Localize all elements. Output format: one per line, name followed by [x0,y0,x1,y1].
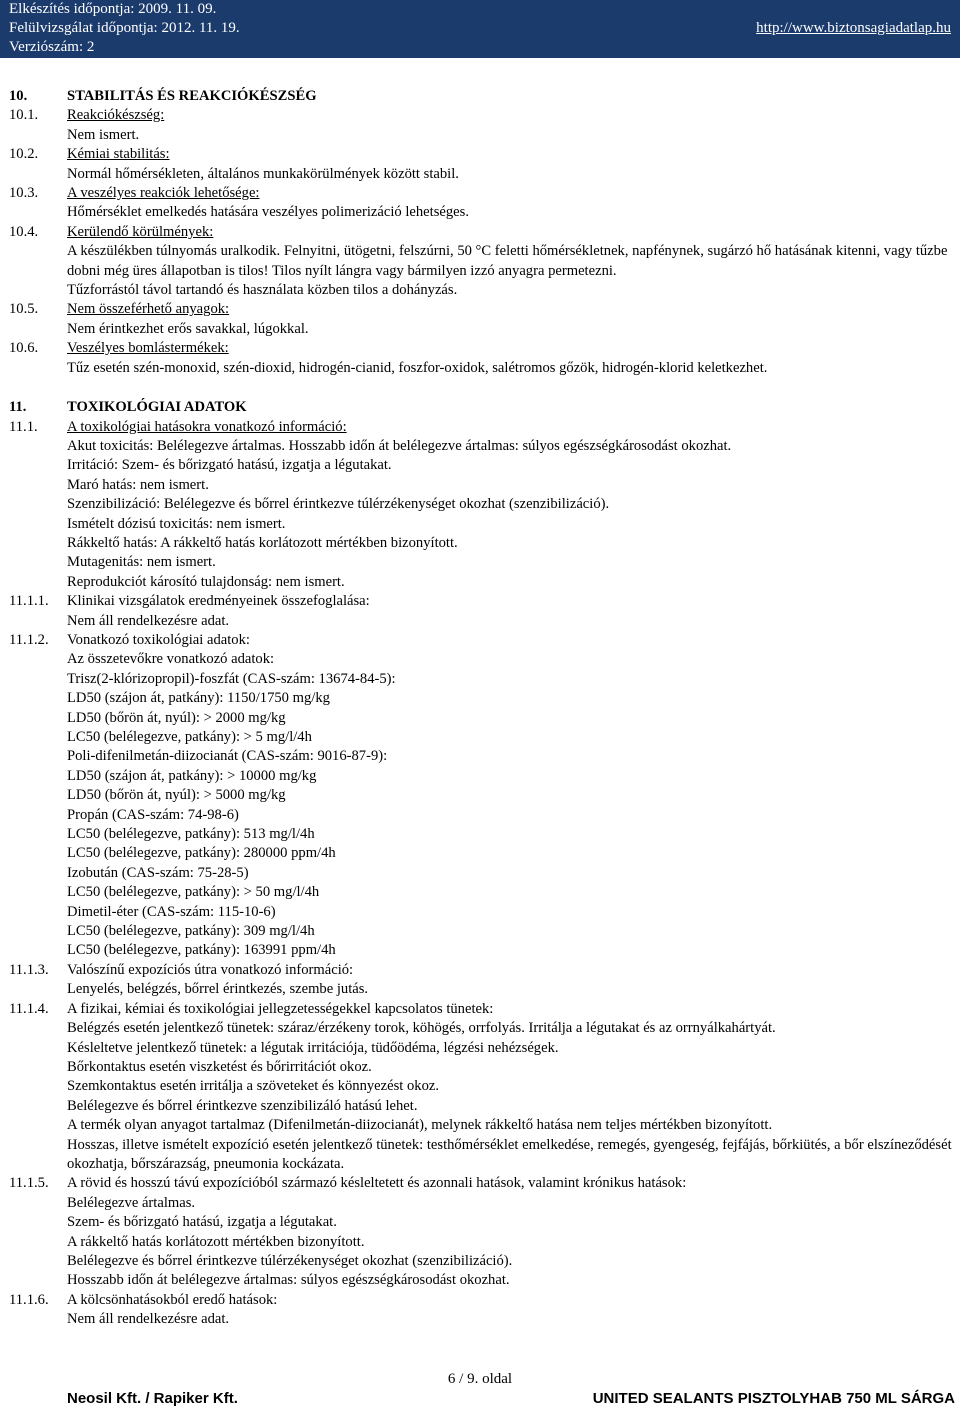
text-line: LD50 (szájon át, patkány): 1150/1750 mg/kg [67,690,330,707]
text-line: A kölcsönhatásokból eredő hatások: [67,1291,278,1308]
section-11-heading [9,398,959,417]
subsection-11-1-2 [9,631,959,961]
subsection-text: Normál hőmérsékleten, általános munkakörülmények között stabil. [67,165,459,182]
text-line: Lenyelés, belégzés, bőrrel érintkezés, szembe jutás. [67,981,369,998]
subsection-11-1-5 [9,1174,959,1290]
text-line: Szenzibilizáció: Belélegezve és bőrrel érintkezve túlérzékenységet okozhat (szenzibilizáció). [67,496,610,513]
subsection-number: 11.1.3. [9,961,49,978]
text-line: Mutagenitás: nem ismert. [67,554,216,571]
text-line: Szemkontaktus esetén irritálja a szöveteket és könnyezést okoz. [67,1078,440,1095]
text-line: Ismételt dózisú toxicitás: nem ismert. [67,515,286,532]
subsection-10-4 [9,223,959,301]
subsection-11-1 [9,418,959,593]
section-title: TOXIKOLÓGIAI ADATOK [67,399,247,416]
subsection-number: 10.5. [9,301,39,318]
subsection-text: Tűzforrástól távol tartandó és használata közben tilos a dohányzás. [67,282,458,299]
text-line: LC50 (belélegezve, patkány): > 5 mg/l/4h [67,729,312,745]
text-line: Irritáció: Szem- és bőrizgató hatású, izgatja a légutakat. [67,457,392,474]
text-line: Nem áll rendelkezésre adat. [67,612,230,629]
subsection-number: 11.1. [9,418,38,435]
text-line: LC50 (belélegezve, patkány): 309 mg/l/4h [67,923,315,940]
subsection-10-1 [9,106,959,145]
text-line: Késleltetve jelentkező tünetek: a légutak irritációja, tüdőödéma, légzési nehézségek. [67,1039,559,1056]
text-line: Belélegezve és bőrrel érintkezve túlérzékenységet okozhat (szenzibilizáció). [67,1252,513,1269]
subsection-number: 11.1.1. [9,593,49,610]
subsection-text: Hőmérséklet emelkedés hatására veszélyes polimerizáció lehetséges. [67,204,469,221]
text-line: Valószínű expozíciós útra vonatkozó információ: [67,961,354,978]
text-line: LC50 (belélegezve, patkány): 513 mg/l/4h [67,826,315,843]
subsection-11-1-4 [9,1000,959,1175]
version-number: Verziószám: 2 [9,39,95,55]
section-number: 10. [9,88,28,104]
subsection-heading: Kerülendő körülmények: [67,223,214,240]
text-line: Belélegezve és bőrrel érintkezve szenzibilizáló hatású lehet. [67,1097,418,1114]
subsection-number: 11.1.5. [9,1175,49,1192]
text-line: LC50 (belélegezve, patkány): 163991 ppm/4h [67,942,336,959]
section-number: 11. [9,399,27,416]
revision-date: Felülvizsgálat időpontja: 2012. 11. 19. [9,20,240,36]
document-body [9,85,959,1330]
subsection-10-3 [9,184,959,223]
text-line: Poli-difenilmetán-diizocianát (CAS-szám: 9016-87-9): [67,748,388,765]
subsection-number: 11.1.2. [9,631,49,648]
text-line: Maró hatás: nem ismert. [67,476,209,493]
subsection-number: 10.2. [9,146,39,163]
subsection-heading: A veszélyes reakciók lehetősége: [67,185,260,202]
subsection-11-1-6 [9,1291,959,1330]
text-line: Nem áll rendelkezésre adat. [67,1311,230,1328]
website-link[interactable]: http://www.biztonsagiadatlap.hu [756,20,951,36]
section-title: STABILITÁS ÉS REAKCIÓKÉSZSÉG [67,88,317,104]
text-line: Az összetevőkre vonatkozó adatok: [67,651,275,668]
subsection-heading: Veszélyes bomlástermékek: [67,340,229,357]
text-line: LC50 (belélegezve, patkány): > 50 mg/l/4h [67,884,320,901]
subsection-text: Nem ismert. [67,126,140,143]
text-line: A rákkeltő hatás korlátozott mértékben bizonyított. [67,1233,365,1250]
document-header [0,0,960,58]
subsection-heading: Reakciókészség: [67,107,165,124]
section-10-heading [9,87,959,106]
text-line: A termék olyan anyagot tartalmaz (Difenilmetán-diizocianát), melynek rákkeltő hatása nem teljes mértékben bizonyított. [67,1117,773,1134]
text-line: Klinikai vizsgálatok eredményeinek összefoglalása: [67,593,370,610]
subsection-heading: Kémiai stabilitás: [67,146,170,163]
subsection-number: 10.4. [9,223,39,240]
subsection-10-2 [9,145,959,184]
text-line: Propán (CAS-szám: 74-98-6) [67,806,239,823]
subsection-heading: A toxikológiai hatásokra vonatkozó információ: [67,418,347,435]
subsection-11-1-3 [9,961,959,1000]
subsection-number: 10.6. [9,340,39,357]
text-line: LC50 (belélegezve, patkány): 280000 ppm/4h [67,845,336,862]
text-line: LD50 (bőrön át, nyúl): > 5000 mg/kg [67,787,286,804]
text-line: Reprodukciót károsító tulajdonság: nem ismert. [67,573,345,590]
subsection-number: 11.1.6. [9,1291,49,1308]
text-line: Hosszas, illetve ismételt expozíció esetén jelentkező tünetek: testhőmérséklet emelkedése, remegés, gyengeség, fejfájás, bőrkiütés, a bőr elszíneződését okozhatja, bőrszárazság, pneumonia kockázata. [67,1136,952,1172]
subsection-number: 10.1. [9,107,39,124]
footer-company: Neosil Kft. / Rapiker Kft. [67,1390,238,1407]
text-line: LD50 (bőrön át, nyúl): > 2000 mg/kg [67,709,286,726]
footer-product-name: UNITED SEALANTS PISZTOLYHAB 750 ML SÁRGA [592,1390,955,1407]
text-line: Vonatkozó toxikológiai adatok: [67,631,250,648]
text-line: Belélegezve ártalmas. [67,1194,196,1211]
header-info [9,0,240,57]
text-line: Dimetil-éter (CAS-szám: 115-10-6) [67,903,276,920]
subsection-heading: Nem összeférhető anyagok: [67,301,230,318]
page-number: 6 / 9. oldal [447,1371,513,1387]
subsection-number: 10.3. [9,185,39,202]
text-line: Akut toxicitás: Belélegezve ártalmas. Hosszabb időn át belélegezve ártalmas: súlyos egészségkárosodást okozhat. [67,437,732,454]
subsection-text: Tűz esetén szén-monoxid, szén-dioxid, hidrogén-cianid, foszfor-oxidok, salétromos gőzök, hidrogén-klorid keletkezhet. [67,359,768,376]
text-line: A rövid és hosszú távú expozícióból származó késleltetett és azonnali hatások, valamint krónikus hatások: [67,1175,687,1192]
subsection-11-1-1 [9,592,959,631]
subsection-10-5 [9,300,959,339]
subsection-text: A készülékben túlnyomás uralkodik. Felnyitni, ütögetni, felszúrni, 50 °C feletti hőmérsékletnek, napfénynek, sugárzó hő hatásának kitenni, vagy tűzbe dobni még üres állapotban is tilos! Tilos nyílt lángra vagy bármilyen izzó anyagra permetezni. [67,243,948,279]
text-line: Hosszabb időn át belélegezve ártalmas: súlyos egészségkárosodást okozhat. [67,1272,510,1289]
text-line: Bőrkontaktus esetén viszketést és bőrirritációt okoz. [67,1058,372,1075]
text-line: LD50 (szájon át, patkány): > 10000 mg/kg [67,767,317,784]
creation-date: Elkészítés időpontja: 2009. 11. 09. [9,1,217,17]
text-line: Izobután (CAS-szám: 75-28-5) [67,864,249,881]
subsection-10-6 [9,339,959,378]
text-line: Rákkeltő hatás: A rákkeltő hatás korlátozott mértékben bizonyított. [67,534,458,551]
text-line: A fizikai, kémiai és toxikológiai jellegzetességekkel kapcsolatos tünetek: [67,1000,494,1017]
subsection-text: Nem érintkezhet erős savakkal, lúgokkal. [67,320,309,337]
text-line: Szem- és bőrizgató hatású, izgatja a légutakat. [67,1214,337,1231]
subsection-number: 11.1.4. [9,1000,49,1017]
text-line: Belégzés esetén jelentkező tünetek: száraz/érzékeny torok, köhögés, orrfolyás. Irritálja a légutakat és az orrnyálkahártyát. [67,1020,776,1037]
text-line: Trisz(2-klórizopropil)-foszfát (CAS-szám: 13674-84-5): [67,670,396,687]
